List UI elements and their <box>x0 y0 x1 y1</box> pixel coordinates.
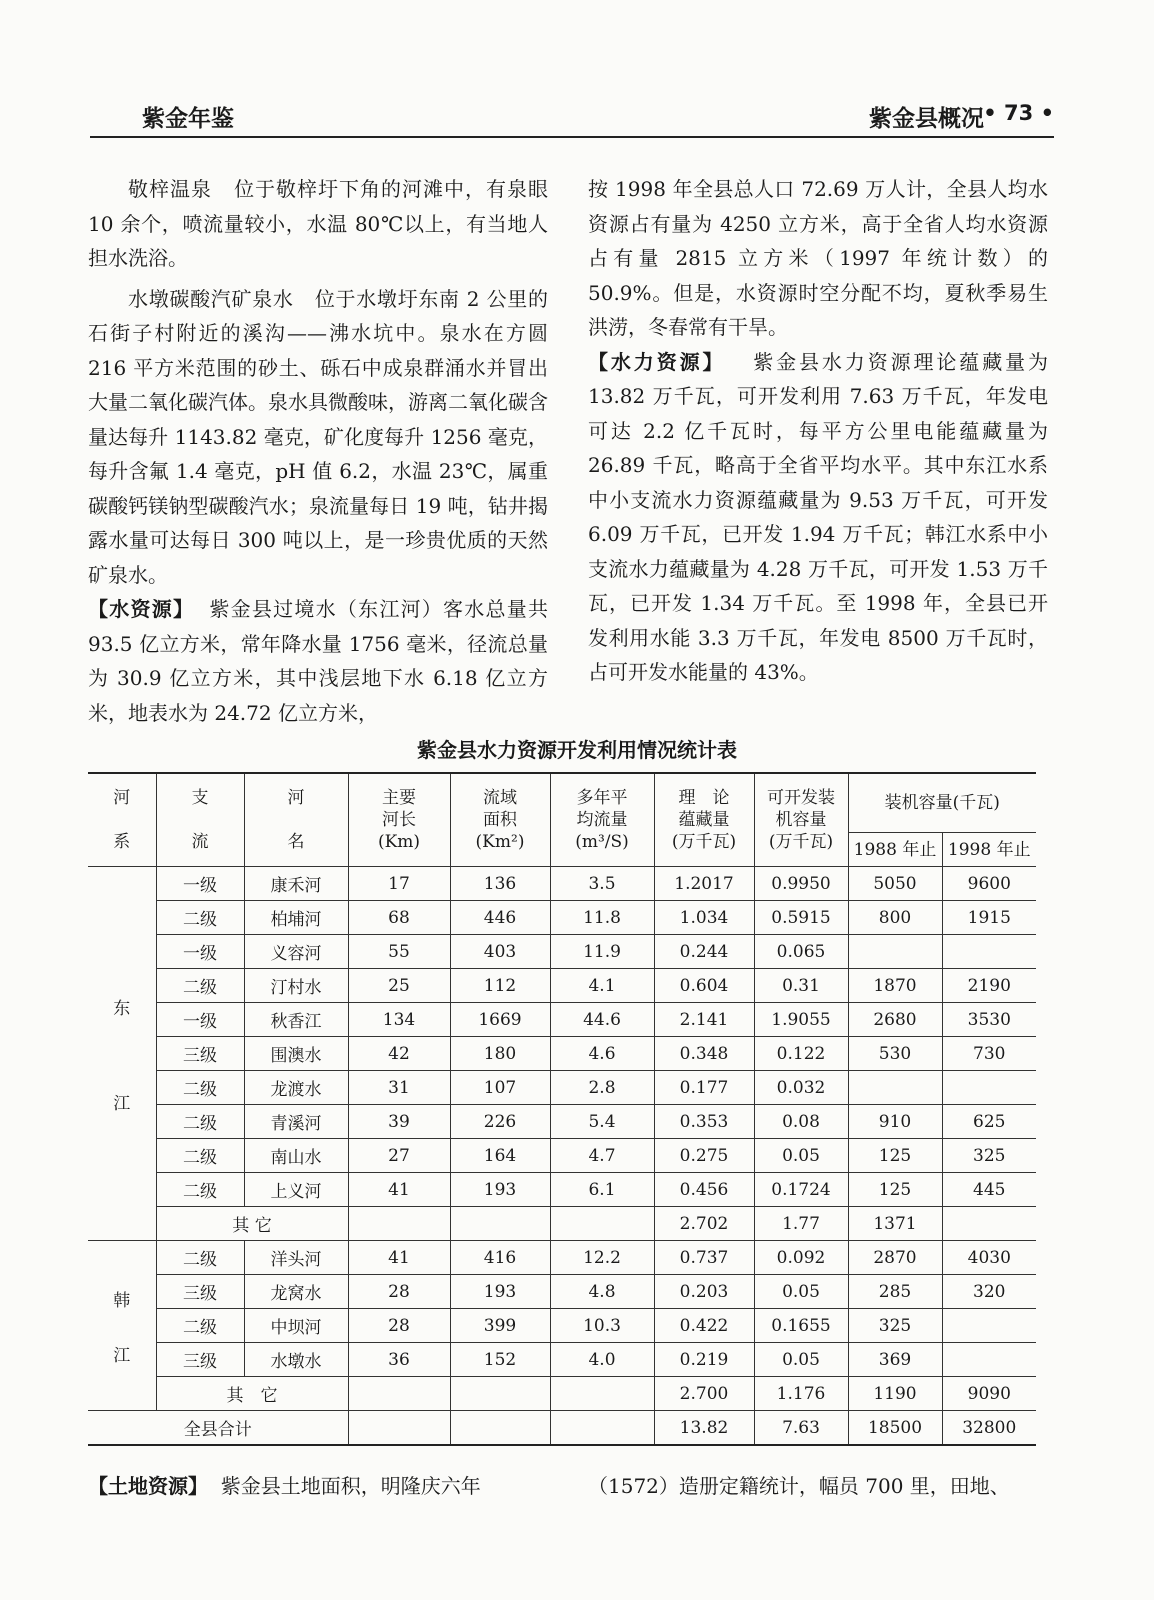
header-river-system: 河 系 <box>88 773 156 867</box>
paragraph-hydropower <box>588 345 1048 690</box>
cell-branch: 三级 <box>156 1343 244 1377</box>
footer-left-text: 【土地资源】 紫金县土地面积，明隆庆六年 <box>88 1474 481 1498</box>
cell-c1998 <box>942 1071 1036 1105</box>
header-1988: 1988 年止 <box>848 833 942 867</box>
cell-branch: 二级 <box>156 1105 244 1139</box>
page-number: • 73 • <box>983 101 1054 125</box>
cell-area: 180 <box>450 1037 550 1071</box>
cell-flow <box>550 1411 654 1446</box>
hydropower-table <box>88 772 1036 1446</box>
header-installed-capacity: 装机容量(千瓦) <box>848 773 1036 833</box>
cell-branch: 二级 <box>156 1071 244 1105</box>
cell-area: 152 <box>450 1343 550 1377</box>
table-row <box>88 1139 1036 1173</box>
cell-dev: 0.032 <box>754 1071 848 1105</box>
cell-name: 上义河 <box>244 1173 348 1207</box>
cell-theory: 0.244 <box>654 935 754 969</box>
cell-dev: 0.31 <box>754 969 848 1003</box>
table-row <box>88 935 1036 969</box>
cell-theory: 0.422 <box>654 1309 754 1343</box>
cell-theory: 2.141 <box>654 1003 754 1037</box>
yearbook-title: 紫金年鉴 <box>142 106 234 132</box>
cell-dev: 0.122 <box>754 1037 848 1071</box>
cell-c1998 <box>942 1343 1036 1377</box>
cell-name: 秋香江 <box>244 1003 348 1037</box>
cell-theory: 0.348 <box>654 1037 754 1071</box>
table-row <box>88 1309 1036 1343</box>
cell-flow: 3.5 <box>550 867 654 901</box>
cell-area: 112 <box>450 969 550 1003</box>
cell-area: 446 <box>450 901 550 935</box>
cell-area: 1669 <box>450 1003 550 1037</box>
cell-theory: 2.700 <box>654 1377 754 1411</box>
left-column <box>88 172 548 730</box>
cell-branch: 一级 <box>156 935 244 969</box>
header-theoretical-reserve: 理 论 蕴藏量 (万千瓦) <box>654 773 754 867</box>
cell-flow <box>550 1377 654 1411</box>
table-row <box>88 1105 1036 1139</box>
cell-theory: 1.034 <box>654 901 754 935</box>
table-body <box>88 867 1036 1446</box>
cell-theory: 0.203 <box>654 1275 754 1309</box>
cell-c1988: 5050 <box>848 867 942 901</box>
table-row <box>88 1241 1036 1275</box>
cell-c1988: 125 <box>848 1139 942 1173</box>
cell-theory: 0.275 <box>654 1139 754 1173</box>
cell-length: 41 <box>348 1241 450 1275</box>
cell-dev: 0.5915 <box>754 901 848 935</box>
cell-flow: 4.6 <box>550 1037 654 1071</box>
cell-c1998: 9600 <box>942 867 1036 901</box>
cell-theory: 0.737 <box>654 1241 754 1275</box>
cell-branch: 一级 <box>156 867 244 901</box>
cell-branch: 二级 <box>156 1309 244 1343</box>
footer-right-text: （1572）造册定籍统计，幅员 700 里，田地、 <box>588 1474 1010 1498</box>
table-row-other <box>88 1377 1036 1411</box>
section-title: 紫金县概况 <box>869 106 984 132</box>
cell-dev: 7.63 <box>754 1411 848 1446</box>
paragraph-water-resources <box>88 592 548 730</box>
table-row <box>88 1037 1036 1071</box>
cell-dev: 0.05 <box>754 1139 848 1173</box>
header-basin-area: 流域 面积 (Km²) <box>450 773 550 867</box>
table-row <box>88 1343 1036 1377</box>
cell-c1998: 4030 <box>942 1241 1036 1275</box>
cell-dev: 0.08 <box>754 1105 848 1139</box>
cell-length <box>348 1377 450 1411</box>
cell-dev: 1.9055 <box>754 1003 848 1037</box>
other-label: 其 它 <box>156 1207 348 1241</box>
cell-c1998: 325 <box>942 1139 1036 1173</box>
cell-flow: 2.8 <box>550 1071 654 1105</box>
table-row <box>88 901 1036 935</box>
cell-length <box>348 1207 450 1241</box>
section-heading: 【土地资源】 <box>88 1474 208 1498</box>
other-label: 其 它 <box>156 1377 348 1411</box>
cell-name: 龙窝水 <box>244 1275 348 1309</box>
cell-name: 义容河 <box>244 935 348 969</box>
cell-c1998 <box>942 935 1036 969</box>
cell-c1998: 625 <box>942 1105 1036 1139</box>
header-mean-flow: 多年平 均流量 (m³/S) <box>550 773 654 867</box>
cell-dev: 0.05 <box>754 1275 848 1309</box>
cell-name: 水墩水 <box>244 1343 348 1377</box>
cell-flow: 6.1 <box>550 1173 654 1207</box>
cell-flow: 12.2 <box>550 1241 654 1275</box>
cell-c1998: 3530 <box>942 1003 1036 1037</box>
cell-c1988: 1371 <box>848 1207 942 1241</box>
cell-area <box>450 1207 550 1241</box>
table-row-total <box>88 1411 1036 1446</box>
cell-area <box>450 1377 550 1411</box>
cell-dev: 0.1655 <box>754 1309 848 1343</box>
table-row <box>88 969 1036 1003</box>
cell-c1998: 1915 <box>942 901 1036 935</box>
cell-name: 围澳水 <box>244 1037 348 1071</box>
table-title: 紫金县水力资源开发利用情况统计表 <box>417 738 737 762</box>
cell-area: 226 <box>450 1105 550 1139</box>
header-1998: 1998 年止 <box>942 833 1036 867</box>
cell-theory: 0.219 <box>654 1343 754 1377</box>
paragraph-water-per-capita: 按 1998 年全县总人口 72.69 万人计，全县人均水资源占有量为 4250 立方米，高于全省人均水资源占有量 2815 立方米（1997 年统计数）的 50.9%。但是，水资源时空分配不均，夏秋季易生洪涝，冬春常有干旱。 <box>588 177 1048 339</box>
cell-branch: 二级 <box>156 901 244 935</box>
cell-branch: 二级 <box>156 1139 244 1173</box>
header-developable-capacity: 可开发装 机容量 (万千瓦) <box>754 773 848 867</box>
cell-c1988 <box>848 935 942 969</box>
cell-theory: 1.2017 <box>654 867 754 901</box>
cell-dev: 0.05 <box>754 1343 848 1377</box>
cell-flow: 4.8 <box>550 1275 654 1309</box>
cell-area <box>450 1411 550 1446</box>
cell-length: 25 <box>348 969 450 1003</box>
cell-branch: 一级 <box>156 1003 244 1037</box>
cell-name: 中坝河 <box>244 1309 348 1343</box>
cell-theory: 0.353 <box>654 1105 754 1139</box>
cell-c1988: 530 <box>848 1037 942 1071</box>
cell-dev: 1.77 <box>754 1207 848 1241</box>
table-row <box>88 1071 1036 1105</box>
cell-branch: 三级 <box>156 1037 244 1071</box>
section-heading: 【水力资源】 <box>588 349 726 374</box>
cell-c1998: 445 <box>942 1173 1036 1207</box>
cell-c1988: 18500 <box>848 1411 942 1446</box>
cell-c1988: 285 <box>848 1275 942 1309</box>
cell-flow: 11.8 <box>550 901 654 935</box>
river-system-hanjiang: 韩 江 <box>88 1241 156 1411</box>
cell-c1988: 325 <box>848 1309 942 1343</box>
cell-c1988: 2870 <box>848 1241 942 1275</box>
cell-theory: 2.702 <box>654 1207 754 1241</box>
cell-length: 27 <box>348 1139 450 1173</box>
cell-c1988: 2680 <box>848 1003 942 1037</box>
header-river-name: 河 名 <box>244 773 348 867</box>
cell-flow: 44.6 <box>550 1003 654 1037</box>
cell-c1988: 910 <box>848 1105 942 1139</box>
cell-name: 龙渡水 <box>244 1071 348 1105</box>
cell-area: 164 <box>450 1139 550 1173</box>
cell-c1988: 800 <box>848 901 942 935</box>
paragraph-text: 紫金县过境水（东江河）客水总量共 93.5 亿立方米，常年降水量 1756 毫米，径流总量为 30.9 亿立方米，其中浅层地下水 6.18 亿立方米，地表水为 24.72 亿立方米， <box>88 597 549 725</box>
cell-c1988: 125 <box>848 1173 942 1207</box>
cell-length: 68 <box>348 901 450 935</box>
cell-length: 55 <box>348 935 450 969</box>
paragraph-heading: 水墩碳酸汽矿泉水 <box>128 286 294 311</box>
cell-dev: 0.092 <box>754 1241 848 1275</box>
cell-c1998 <box>942 1207 1036 1241</box>
cell-name: 汀村水 <box>244 969 348 1003</box>
cell-c1988: 1870 <box>848 969 942 1003</box>
cell-c1998: 32800 <box>942 1411 1036 1446</box>
table-row-other <box>88 1207 1036 1241</box>
cell-area: 399 <box>450 1309 550 1343</box>
cell-dev: 0.9950 <box>754 867 848 901</box>
paragraph-shuidun-spring <box>88 282 548 593</box>
paragraph-text: 位于水墩圩东南 2 公里的石街子村附近的溪沟——沸水坑中。泉水在方圆 216 平方米范围的砂土、砾石中成泉群涌水并冒出大量二氧化碳汽体。泉水具微酸味，游离二氧化碳含量达每升 1143.82 毫克，矿化度每升 1256 毫克，每升含氟 1.4 毫克，pH 值 6.2，水温 23℃，属重碳酸钙镁钠型碳酸汽水；泉流量每日 19 吨，钻井揭露水量可达每日 300 吨以上，是一珍贵优质的天然矿泉水。 <box>88 286 548 587</box>
cell-length: 39 <box>348 1105 450 1139</box>
cell-theory: 13.82 <box>654 1411 754 1446</box>
table-row <box>88 1173 1036 1207</box>
cell-branch: 二级 <box>156 1241 244 1275</box>
cell-area: 193 <box>450 1275 550 1309</box>
cell-name: 柏埔河 <box>244 901 348 935</box>
cell-length: 31 <box>348 1071 450 1105</box>
cell-c1988: 1190 <box>848 1377 942 1411</box>
header-length: 主要 河长 (Km) <box>348 773 450 867</box>
table-row <box>88 1275 1036 1309</box>
cell-length <box>348 1411 450 1446</box>
total-label: 全县合计 <box>88 1411 348 1446</box>
river-system-dongjiang: 东 江 <box>88 867 156 1241</box>
right-column <box>588 172 1048 690</box>
cell-name: 青溪河 <box>244 1105 348 1139</box>
cell-length: 28 <box>348 1275 450 1309</box>
table-row <box>88 867 1036 901</box>
cell-length: 17 <box>348 867 450 901</box>
table-row <box>88 1003 1036 1037</box>
cell-name: 南山水 <box>244 1139 348 1173</box>
cell-name: 洋头河 <box>244 1241 348 1275</box>
cell-name: 康禾河 <box>244 867 348 901</box>
cell-dev: 0.065 <box>754 935 848 969</box>
cell-flow: 11.9 <box>550 935 654 969</box>
paragraph-text: 紫金县水力资源理论蕴藏量为 13.82 万千瓦，可开发利用 7.63 万千瓦，年发电可达 2.2 亿千瓦时，每平方公里电能蕴藏量为 26.89 千瓦，略高于全省平均水平。其中东江水系中小支流水力资源蕴藏量为 9.53 万千瓦，可开发 6.09 万千瓦，已开发 1.94 万千瓦；韩江水系中小支流水力蕴藏量为 4.28 万千瓦，可开发 1.53 万千瓦，已开发 1.34 万千瓦。至 1998 年，全县已开发利用水能 3.3 万千瓦，年发电 8500 万千瓦时，占可开发水能量的 43%。 <box>588 349 1048 684</box>
cell-c1998: 320 <box>942 1275 1036 1309</box>
cell-branch: 二级 <box>156 969 244 1003</box>
cell-branch: 三级 <box>156 1275 244 1309</box>
running-header <box>90 96 1054 138</box>
cell-flow: 4.7 <box>550 1139 654 1173</box>
cell-theory: 0.456 <box>654 1173 754 1207</box>
cell-flow: 4.0 <box>550 1343 654 1377</box>
cell-length: 134 <box>348 1003 450 1037</box>
paragraph-jingzi-spring <box>88 172 548 276</box>
cell-area: 193 <box>450 1173 550 1207</box>
cell-area: 136 <box>450 867 550 901</box>
header-branch: 支 流 <box>156 773 244 867</box>
cell-length: 36 <box>348 1343 450 1377</box>
cell-c1988 <box>848 1071 942 1105</box>
paragraph-text: 位于敬梓圩下角的河滩中，有泉眼 10 余个，喷流量较小，水温 80℃以上，有当地人担水洗浴。 <box>88 177 549 270</box>
cell-length: 28 <box>348 1309 450 1343</box>
paragraph-heading: 敬梓温泉 <box>128 177 212 201</box>
cell-flow: 4.1 <box>550 969 654 1003</box>
cell-flow: 10.3 <box>550 1309 654 1343</box>
cell-c1998: 2190 <box>942 969 1036 1003</box>
cell-area: 107 <box>450 1071 550 1105</box>
cell-c1998: 9090 <box>942 1377 1036 1411</box>
cell-dev: 0.1724 <box>754 1173 848 1207</box>
cell-area: 403 <box>450 935 550 969</box>
cell-dev: 1.176 <box>754 1377 848 1411</box>
cell-area: 416 <box>450 1241 550 1275</box>
cell-theory: 0.604 <box>654 969 754 1003</box>
cell-c1998 <box>942 1309 1036 1343</box>
cell-c1998: 730 <box>942 1037 1036 1071</box>
cell-flow: 5.4 <box>550 1105 654 1139</box>
section-heading: 【水资源】 <box>88 597 195 621</box>
cell-branch: 二级 <box>156 1173 244 1207</box>
cell-theory: 0.177 <box>654 1071 754 1105</box>
cell-c1988: 369 <box>848 1343 942 1377</box>
cell-length: 42 <box>348 1037 450 1071</box>
cell-length: 41 <box>348 1173 450 1207</box>
cell-flow <box>550 1207 654 1241</box>
